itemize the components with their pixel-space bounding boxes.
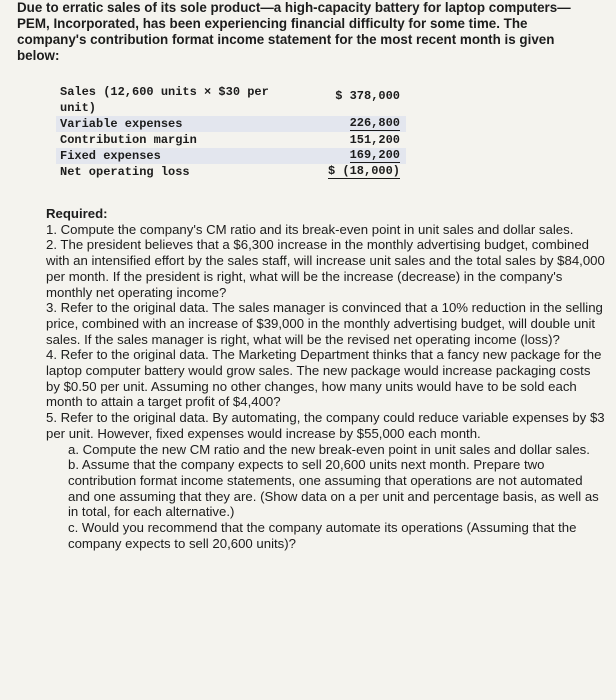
variable-expenses-row xyxy=(56,116,406,132)
net-operating-loss-value: $ (18,000) xyxy=(327,164,400,178)
question-1: 1. Compute the company's CM ratio and its break-even point in unit sales and dollar sales. xyxy=(46,221,574,237)
net-operating-loss-row xyxy=(56,164,406,180)
sales-row-cont xyxy=(56,100,406,116)
problem-intro: Due to erratic sales of its sole product—a high-capacity battery for laptop computers—PEM, Incorporated, has been experiencing financial difficulty for some time. The company's contribution format income statement for the most recent month is given below: xyxy=(17,0,571,63)
question-5: 5. Refer to the original data. By automating, the company could reduce variable expenses by $3 per unit. However, fixed expenses would increase by $55,000 each month. xyxy=(46,410,605,441)
fixed-expenses-label: Fixed expenses xyxy=(60,149,161,163)
question-3: 3. Refer to the original data. The sales manager is convinced that a 10% reduction in the selling price, combined with an increase of $39,000 in the monthly advertising budget, will double unit sales. If the sales manager is right, what will be the revised net operating income (loss)? xyxy=(46,300,603,347)
contribution-margin-value: 151,200 xyxy=(349,133,400,147)
fixed-expenses-row xyxy=(56,148,406,164)
variable-expenses-value: 226,800 xyxy=(349,116,400,130)
contribution-margin-row xyxy=(56,132,406,148)
question-4: 4. Refer to the original data. The Marketing Department thinks that a fancy new package for the laptop computer battery would grow sales. The new package would increase packaging costs by $0.50 per unit. Assuming no other changes, how many units would have to be sold each month to attain a target profit of $4,400? xyxy=(46,347,602,410)
sales-label: Sales (12,600 units × $30 per xyxy=(60,85,269,99)
income-statement xyxy=(56,84,406,180)
sales-label-cont: unit) xyxy=(60,101,97,115)
net-operating-loss-label: Net operating loss xyxy=(60,165,190,179)
fixed-expenses-value: 169,200 xyxy=(349,148,400,162)
sales-value: $ 378,000 xyxy=(335,89,400,103)
required-heading: Required: xyxy=(46,206,108,221)
question-5c: c. Would you recommend that the company automate its operations (Assuming that the company expects to sell 20,600 units)? xyxy=(68,520,577,551)
question-5b: b. Assume that the company expects to sell 20,600 units next month. Prepare two contribution format income statements, one assuming that operations are not automated and one assuming that they are. (Show data on a per unit and percentage basis, as well as in total, for each alternative.) xyxy=(68,457,599,520)
question-5a: a. Compute the new CM ratio and the new break-even point in unit sales and dollar sales. xyxy=(68,441,590,457)
question-2: 2. The president believes that a $6,300 increase in the monthly advertising budget, combined with an intensified effort by the sales staff, will increase unit sales and the total sales by $84,000 per month. If the president is right, what will be the increase (decrease) in the company's monthly net operating income? xyxy=(46,237,605,300)
sales-row xyxy=(56,84,406,103)
variable-expenses-label: Variable expenses xyxy=(60,117,183,131)
required-section xyxy=(46,206,606,551)
contribution-margin-label: Contribution margin xyxy=(60,133,197,147)
